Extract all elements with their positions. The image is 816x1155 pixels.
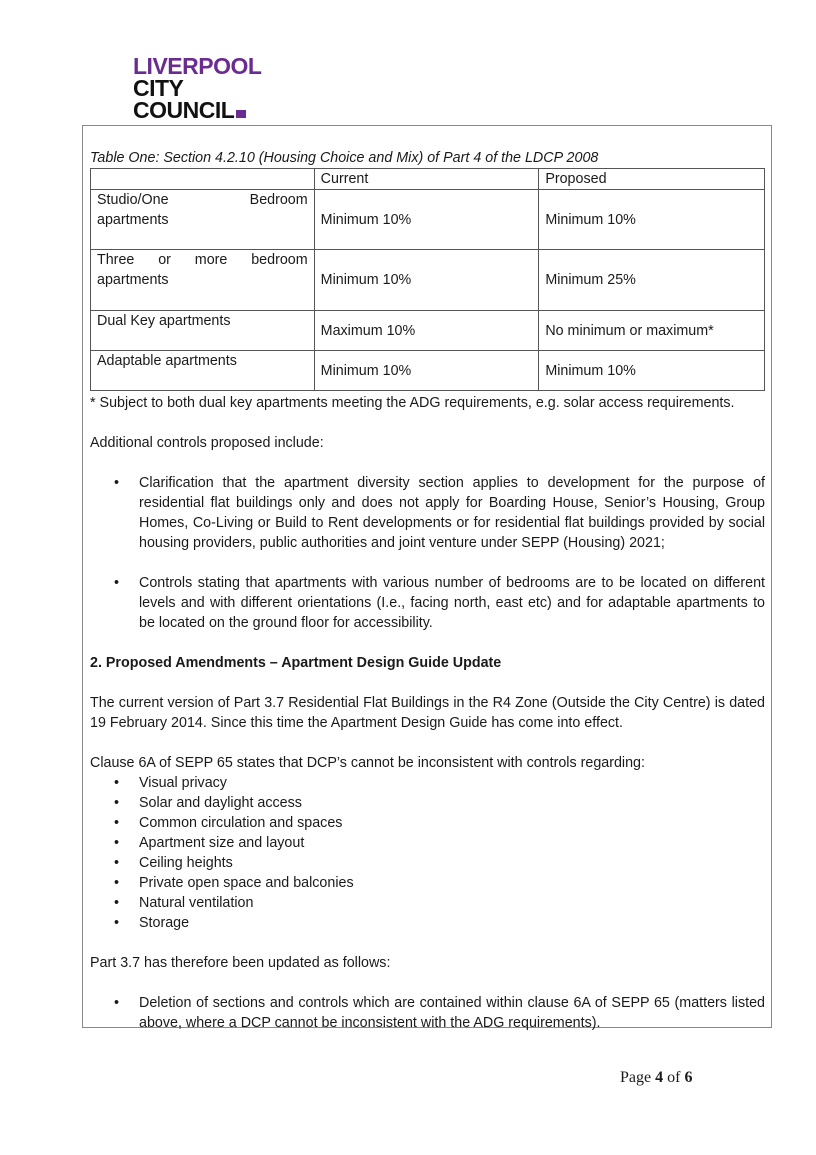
- table-row: [91, 311, 765, 351]
- row-label: Adaptable apartments: [91, 351, 315, 391]
- row-label: Studio/One Bedroom apartments: [91, 190, 315, 250]
- row-current: Minimum 10%: [314, 250, 539, 311]
- updates-list: [90, 993, 765, 1033]
- logo-line-3: COUNCIL: [133, 99, 261, 121]
- list-item: • Deletion of sections and controls which are contained within clause 6A of SEPP 65 (matters listed above, where a DCP cannot be inconsistent with the ADG requirements).: [90, 993, 765, 1033]
- list-item: • Natural ventilation: [90, 893, 765, 913]
- row-proposed: Minimum 25%: [539, 250, 765, 311]
- row-proposed: Minimum 10%: [539, 351, 765, 391]
- list-item: • Common circulation and spaces: [90, 813, 765, 833]
- table-row: [91, 250, 765, 311]
- list-item: • Storage: [90, 913, 765, 933]
- logo-mark-icon: [236, 110, 246, 118]
- section-paragraph: The current version of Part 3.7 Residential Flat Buildings in the R4 Zone (Outside the City Centre) is dated 19 February 2014. Since this time the Apartment Design Guide has come into effect.: [90, 695, 765, 731]
- list-item: • Solar and daylight access: [90, 793, 765, 813]
- row-current: Minimum 10%: [314, 190, 539, 250]
- page-number: Page 4 of 6: [620, 1069, 693, 1086]
- list-item: • Apartment size and layout: [90, 833, 765, 853]
- table-row: [91, 351, 765, 391]
- row-label: Three or more bedroom apartments: [91, 250, 315, 311]
- logo-line-1: LIVERPOOL: [133, 53, 262, 79]
- section-heading: 2. Proposed Amendments – Apartment Design Guide Update: [90, 655, 502, 671]
- page-content: [90, 148, 765, 1033]
- table-row: [91, 190, 765, 250]
- row-current: Minimum 10%: [314, 351, 539, 391]
- list-item: • Controls stating that apartments with various number of bedrooms are to be located on different levels and with different orientations (I.e., facing north, east etc) and for adaptable apartments to be located on the ground floor for accessibility.: [90, 573, 765, 633]
- row-proposed: Minimum 10%: [539, 190, 765, 250]
- header-cell-current: Current: [314, 169, 539, 190]
- header-cell-proposed: Proposed: [539, 169, 765, 190]
- additional-controls-list: [90, 473, 765, 633]
- table-footnote: * Subject to both dual key apartments meeting the ADG requirements, e.g. solar access requirements.: [90, 395, 735, 411]
- council-logo: [133, 55, 261, 121]
- row-label: Dual Key apartments: [91, 311, 315, 351]
- row-current: Maximum 10%: [314, 311, 539, 351]
- list-item: • Private open space and balconies: [90, 873, 765, 893]
- table-header-row: [91, 169, 765, 190]
- row-proposed: No minimum or maximum*: [539, 311, 765, 351]
- section-paragraph: Clause 6A of SEPP 65 states that DCP’s cannot be inconsistent with controls regarding:: [90, 755, 645, 771]
- additional-controls-intro: Additional controls proposed include:: [90, 435, 324, 451]
- section-paragraph: Part 3.7 has therefore been updated as follows:: [90, 955, 391, 971]
- list-item: • Ceiling heights: [90, 853, 765, 873]
- table-caption: Table One: Section 4.2.10 (Housing Choice and Mix) of Part 4 of the LDCP 2008: [90, 150, 599, 166]
- list-item: • Visual privacy: [90, 773, 765, 793]
- header-cell-empty: [91, 169, 315, 190]
- logo-line-2: CITY: [133, 75, 184, 101]
- housing-mix-table: [90, 168, 765, 391]
- sepp-controls-list: [90, 773, 765, 933]
- list-item: • Clarification that the apartment diversity section applies to development for the purpose of residential flat buildings only and does not apply for Boarding House, Senior’s Housing, Group Homes, Co-Living or Build to Rent developments or for residential flat buildings provided by social housing providers, public authorities and joint venture under SEPP (Housing) 2021;: [90, 473, 765, 553]
